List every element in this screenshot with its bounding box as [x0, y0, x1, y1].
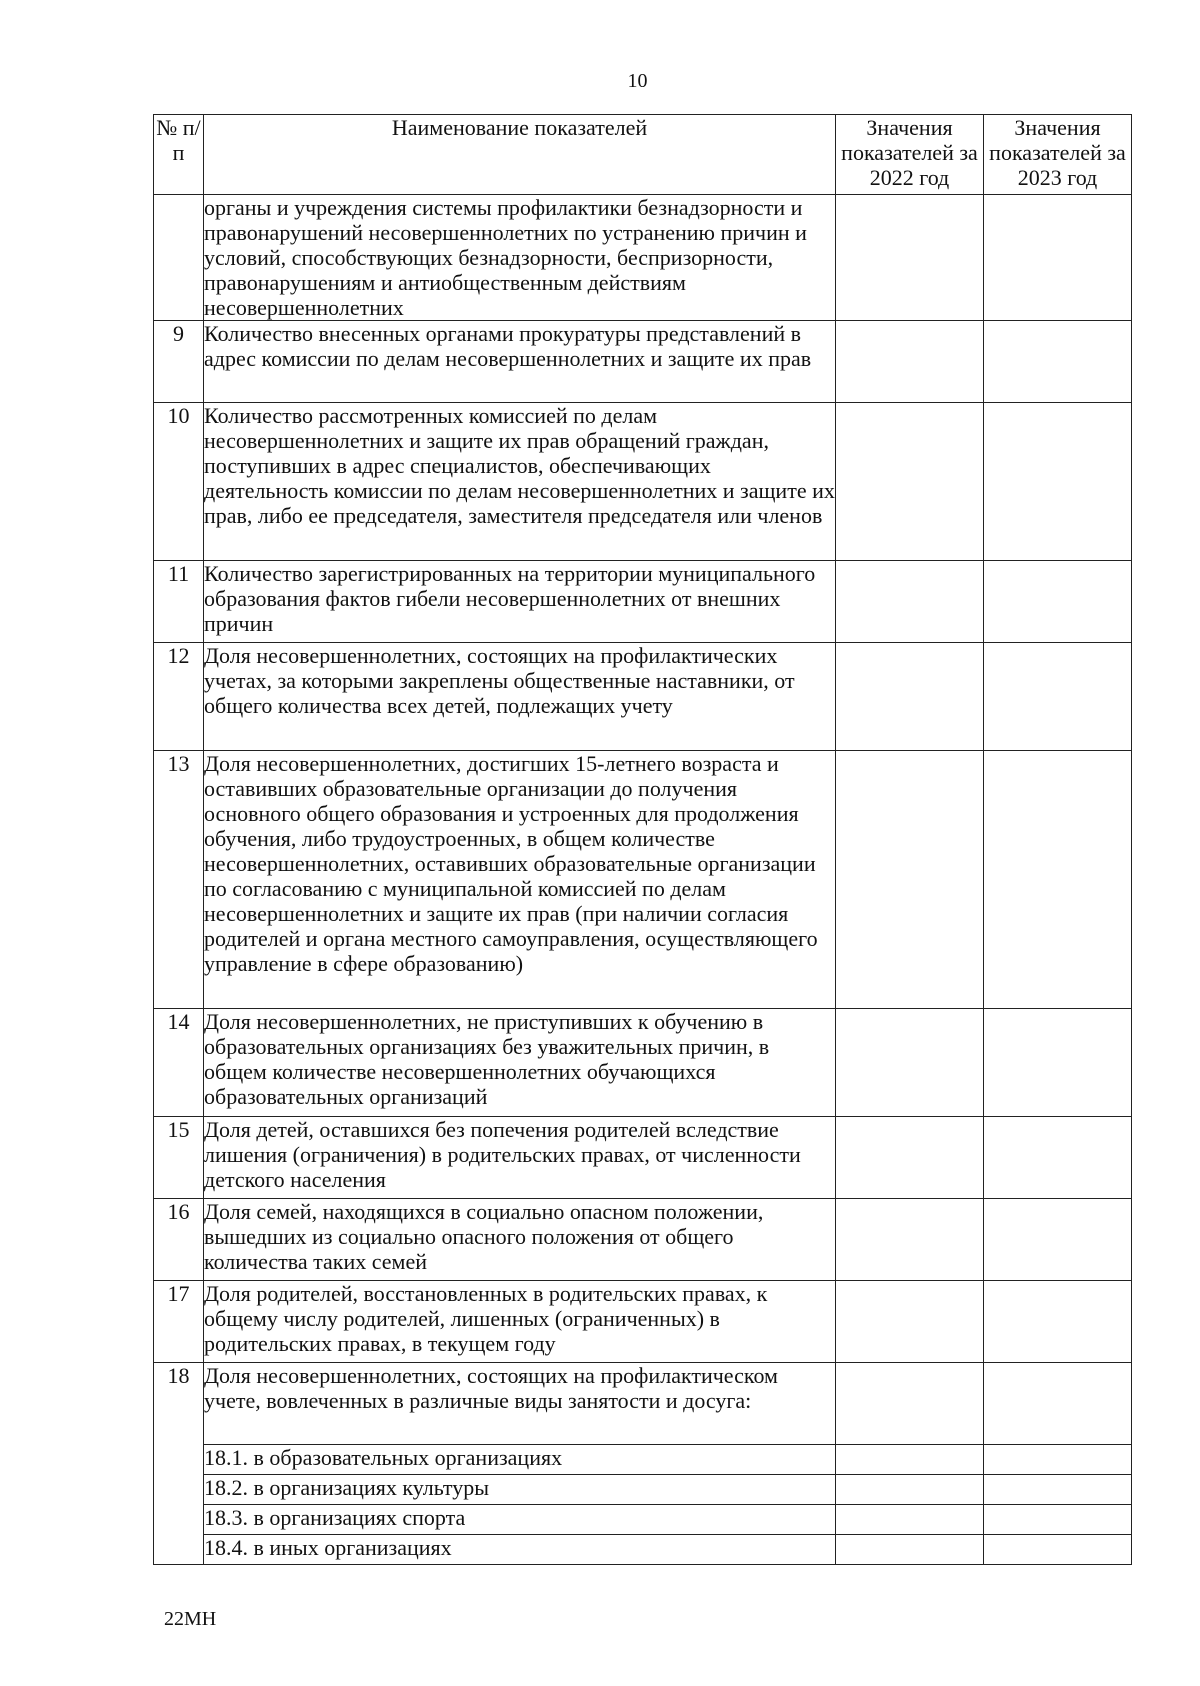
table-row: [154, 1009, 1132, 1117]
value-2023-cell: [984, 1281, 1132, 1363]
table-row: [154, 1117, 1132, 1199]
header-num: № п/п: [154, 115, 204, 195]
row-name: Доля семей, находящихся в социально опасном положении, вышедших из социально опасного положения от общего количества таких семей: [204, 1199, 836, 1281]
table-row: [154, 403, 1132, 561]
value-2023-cell: [984, 403, 1132, 561]
value-2023-cell: [984, 1475, 1132, 1505]
value-2022-cell: [836, 1445, 984, 1475]
value-2022-cell: [836, 1281, 984, 1363]
value-2022-cell: [836, 751, 984, 1009]
row-num: 17: [154, 1281, 204, 1363]
value-2023-cell: [984, 1363, 1132, 1445]
subrow-name: 18.3. в организациях спорта: [204, 1505, 836, 1535]
value-2023-cell: [984, 1445, 1132, 1475]
table-subrow: [154, 1505, 1132, 1535]
document-code: 22МН: [164, 1608, 217, 1630]
row-num: 14: [154, 1009, 204, 1117]
subrow-name: 18.1. в образовательных организациях: [204, 1445, 836, 1475]
row-num: 16: [154, 1199, 204, 1281]
indicators-table: [153, 114, 1132, 1565]
value-2022-cell: [836, 1475, 984, 1505]
row-name: Количество рассмотренных комиссией по делам несовершеннолетних и защите их прав обращений граждан, поступивших в адрес специалистов, обеспечивающих деятельность комиссии по делам несовершеннолетних и защите их прав, либо ее председателя, заместителя председателя или членов: [204, 403, 836, 561]
table-row: [154, 195, 1132, 321]
table-row: [154, 1363, 1132, 1445]
value-2023-cell: [984, 751, 1132, 1009]
row-num: 10: [154, 403, 204, 561]
header-value-2022: Значения показателей за 2022 год: [836, 115, 984, 195]
row-num: 15: [154, 1117, 204, 1199]
row-name: Количество внесенных органами прокуратуры представлений в адрес комиссии по делам несовершеннолетних и защите их прав: [204, 321, 836, 403]
value-2022-cell: [836, 1505, 984, 1535]
value-2022-cell: [836, 1363, 984, 1445]
value-2022-cell: [836, 1199, 984, 1281]
value-2023-cell: [984, 1199, 1132, 1281]
value-2023-cell: [984, 1535, 1132, 1565]
table-subrow: [154, 1535, 1132, 1565]
value-2023-cell: [984, 1505, 1132, 1535]
table-row: [154, 321, 1132, 403]
row-num: 12: [154, 643, 204, 751]
table-row: [154, 1281, 1132, 1363]
value-2022-cell: [836, 195, 984, 321]
value-2022-cell: [836, 321, 984, 403]
row-name: Доля несовершеннолетних, состоящих на профилактическом учете, вовлеченных в различные виды занятости и досуга:: [204, 1363, 836, 1445]
row-name: Количество зарегистрированных на территории муниципального образования фактов гибели несовершеннолетних от внешних причин: [204, 561, 836, 643]
header-value-2023: Значения показателей за 2023 год: [984, 115, 1132, 195]
table-row: [154, 561, 1132, 643]
table-header-row: [154, 115, 1132, 195]
value-2022-cell: [836, 1117, 984, 1199]
value-2023-cell: [984, 1009, 1132, 1117]
row-num: 13: [154, 751, 204, 1009]
value-2023-cell: [984, 1117, 1132, 1199]
row-name: Доля несовершеннолетних, состоящих на профилактических учетах, за которыми закреплены общественные наставники, от общего количества всех детей, подлежащих учету: [204, 643, 836, 751]
table-row: [154, 751, 1132, 1009]
row-num: 9: [154, 321, 204, 403]
subrow-name: 18.4. в иных организациях: [204, 1535, 836, 1565]
value-2022-cell: [836, 561, 984, 643]
row-num: [154, 195, 204, 321]
row-name: Доля детей, оставшихся без попечения родителей вследствие лишения (ограничения) в родительских правах, от численности детского населения: [204, 1117, 836, 1199]
value-2023-cell: [984, 195, 1132, 321]
value-2023-cell: [984, 561, 1132, 643]
table-row: [154, 643, 1132, 751]
header-name: Наименование показателей: [204, 115, 836, 195]
row-name: Доля несовершеннолетних, достигших 15-летнего возраста и оставивших образовательные организации до получения основного общего образования и устроенных для продолжения обучения, либо трудоустроенных, в общем количестве несовершеннолетних, оставивших образовательные организации по согласованию с муниципальной комиссией по делам несовершеннолетних и защите их прав (при наличии согласия родителей и органа местного самоуправления, осуществляющего управление в сфере образованию): [204, 751, 836, 1009]
row-name: Доля родителей, восстановленных в родительских правах, к общему числу родителей, лишенных (ограниченных) в родительских правах, в текущем году: [204, 1281, 836, 1363]
row-num: 11: [154, 561, 204, 643]
value-2023-cell: [984, 321, 1132, 403]
value-2023-cell: [984, 643, 1132, 751]
subrow-name: 18.2. в организациях культуры: [204, 1475, 836, 1505]
page-number: 10: [627, 70, 648, 92]
row-num: 18: [154, 1363, 204, 1565]
value-2022-cell: [836, 1009, 984, 1117]
table-subrow: [154, 1445, 1132, 1475]
value-2022-cell: [836, 643, 984, 751]
row-name: органы и учреждения системы профилактики безнадзорности и правонарушений несовершеннолетних по устранению причин и условий, способствующих безнадзорности, беспризорности, правонарушениям и антиобщественным действиям несовершеннолетних: [204, 195, 836, 321]
row-name: Доля несовершеннолетних, не приступивших к обучению в образовательных организациях без уважительных причин, в общем количестве несовершеннолетних обучающихся образовательных организаций: [204, 1009, 836, 1117]
value-2022-cell: [836, 1535, 984, 1565]
table-row: [154, 1199, 1132, 1281]
table-subrow: [154, 1475, 1132, 1505]
value-2022-cell: [836, 403, 984, 561]
